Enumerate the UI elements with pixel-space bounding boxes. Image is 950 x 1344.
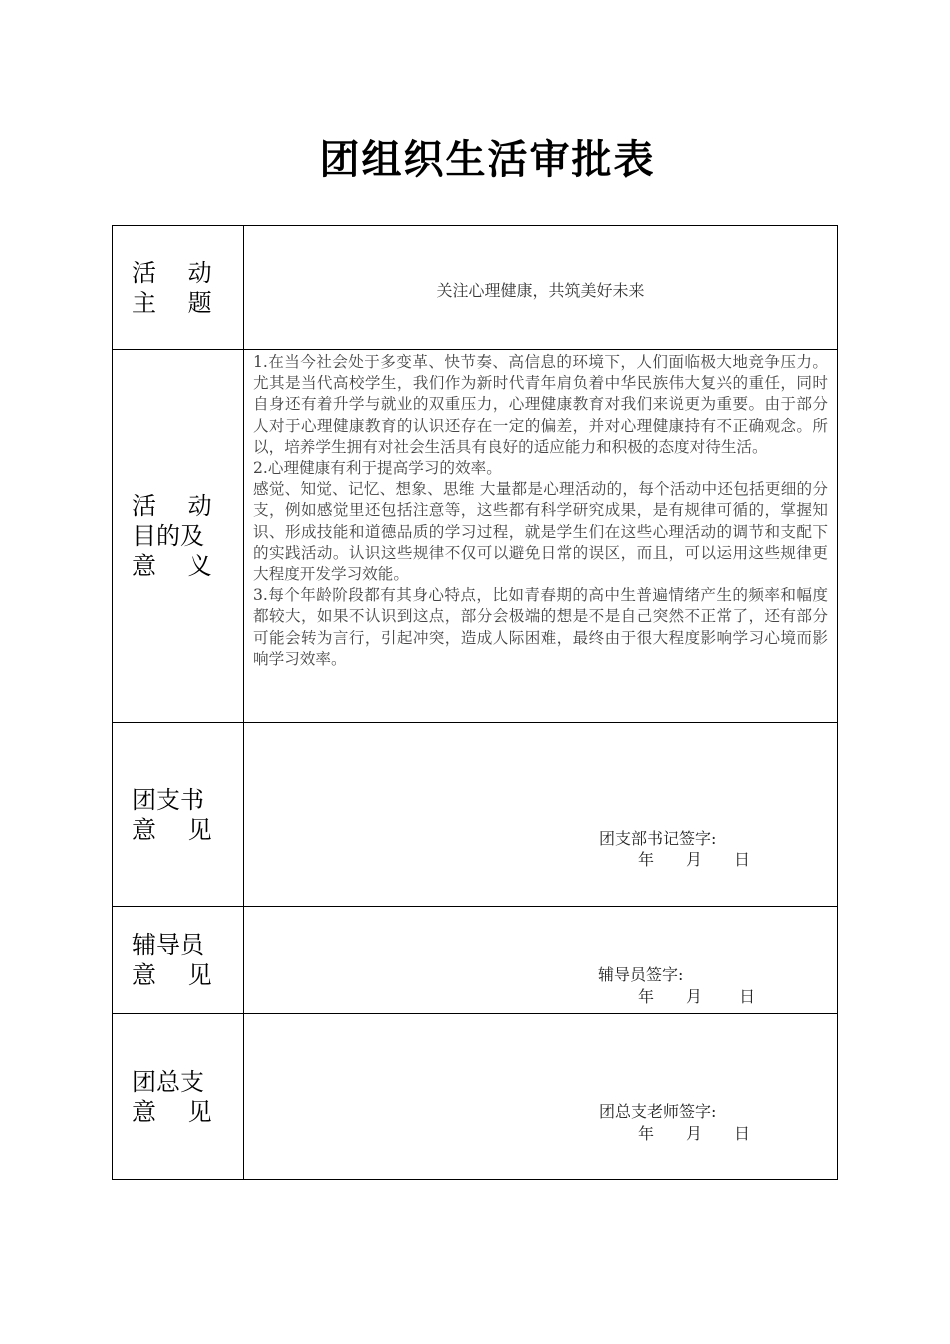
purpose-paragraph-2: 2.心理健康有利于提高学习的效率。 (253, 459, 502, 478)
purpose-text (244, 350, 838, 723)
theme-label-line2: 主 题 (132, 288, 212, 317)
purpose-label (113, 350, 244, 723)
general-branch-label-line2: 意 见 (132, 1097, 212, 1126)
secretary-date-label: 年 月 日 (638, 850, 751, 869)
theme-row (113, 226, 838, 350)
counselor-label-line1: 辅导员 (132, 931, 204, 959)
general-branch-row (113, 1014, 838, 1180)
counselor-row (113, 907, 838, 1014)
purpose-label-line1: 活 动 (132, 492, 212, 520)
counselor-label (113, 907, 244, 1014)
purpose-paragraph-3: 感觉、知觉、记忆、想象、思维 大量都是心理活动的，每个活动中还包括更细的分支，例如感觉里还包括注意等，这些都有科学研究成果，是有规律可循的，掌握知识、形成技能和道德品质的学习过程，就是学生们在这些心理活动的调节和支配下的实践活动。认识这些规律不仅可以避免日常的误区，而且，可以运用这些规律更大程度开发学习效能。 (253, 480, 828, 584)
general-branch-date-label: 年 月 日 (638, 1124, 751, 1143)
purpose-label-line2: 目的及 (132, 522, 204, 550)
counselor-label-line2: 意 见 (132, 961, 212, 989)
theme-label-line1: 活 动 (132, 258, 212, 287)
general-branch-signature-label: 团总支老师签字: (599, 1102, 717, 1121)
approval-form-table (112, 225, 838, 1180)
secretary-label (113, 723, 244, 907)
purpose-paragraph-1: 1.在当今社会处于多变革、快节奏、高信息的环境下，人们面临极大地竞争压力。尤其是当代高校学生，我们作为新时代青年肩负着中华民族伟大复兴的重任，同时自身还有着升学与就业的双重压力，心理健康教育对我们来说更为重要。由于部分人对于心理健康教育的认识还存在一定的偏差，并对心理健康持有不正确观念。所以，培养学生拥有对社会生活具有良好的适应能力和积极的态度对待生活。 (253, 353, 828, 456)
theme-label (113, 226, 244, 350)
secretary-row (113, 723, 838, 907)
page-title: 团组织生活审批表 (319, 137, 656, 183)
secretary-signature-label: 团支部书记签字: (599, 829, 717, 848)
counselor-date-label: 年 月 日 (638, 987, 756, 1006)
general-branch-opinion-field[interactable] (244, 1014, 838, 1180)
secretary-label-line2: 意 见 (132, 815, 212, 844)
general-branch-label-line1: 团总支 (132, 1067, 204, 1096)
purpose-row (113, 350, 838, 723)
secretary-opinion-field[interactable] (244, 723, 838, 907)
counselor-opinion-field[interactable] (244, 907, 838, 1014)
purpose-label-line3: 意 义 (132, 552, 212, 580)
counselor-signature-label: 辅导员签字: (598, 965, 684, 984)
general-branch-label (113, 1014, 244, 1180)
secretary-label-line1: 团支书 (132, 785, 204, 814)
purpose-paragraph-4: 3.每个年龄阶段都有其身心特点，比如青春期的高中生普遍情绪产生的频率和幅度都较大，如果不认识到这点，部分会极端的想是不是自己突然不正常了，还有部分可能会转为言行，引起冲突，造成人际困难，最终由于很大程度影响学习心境而影响学习效率。 (253, 586, 828, 668)
theme-value: 关注心理健康，共筑美好未来 (244, 226, 838, 350)
